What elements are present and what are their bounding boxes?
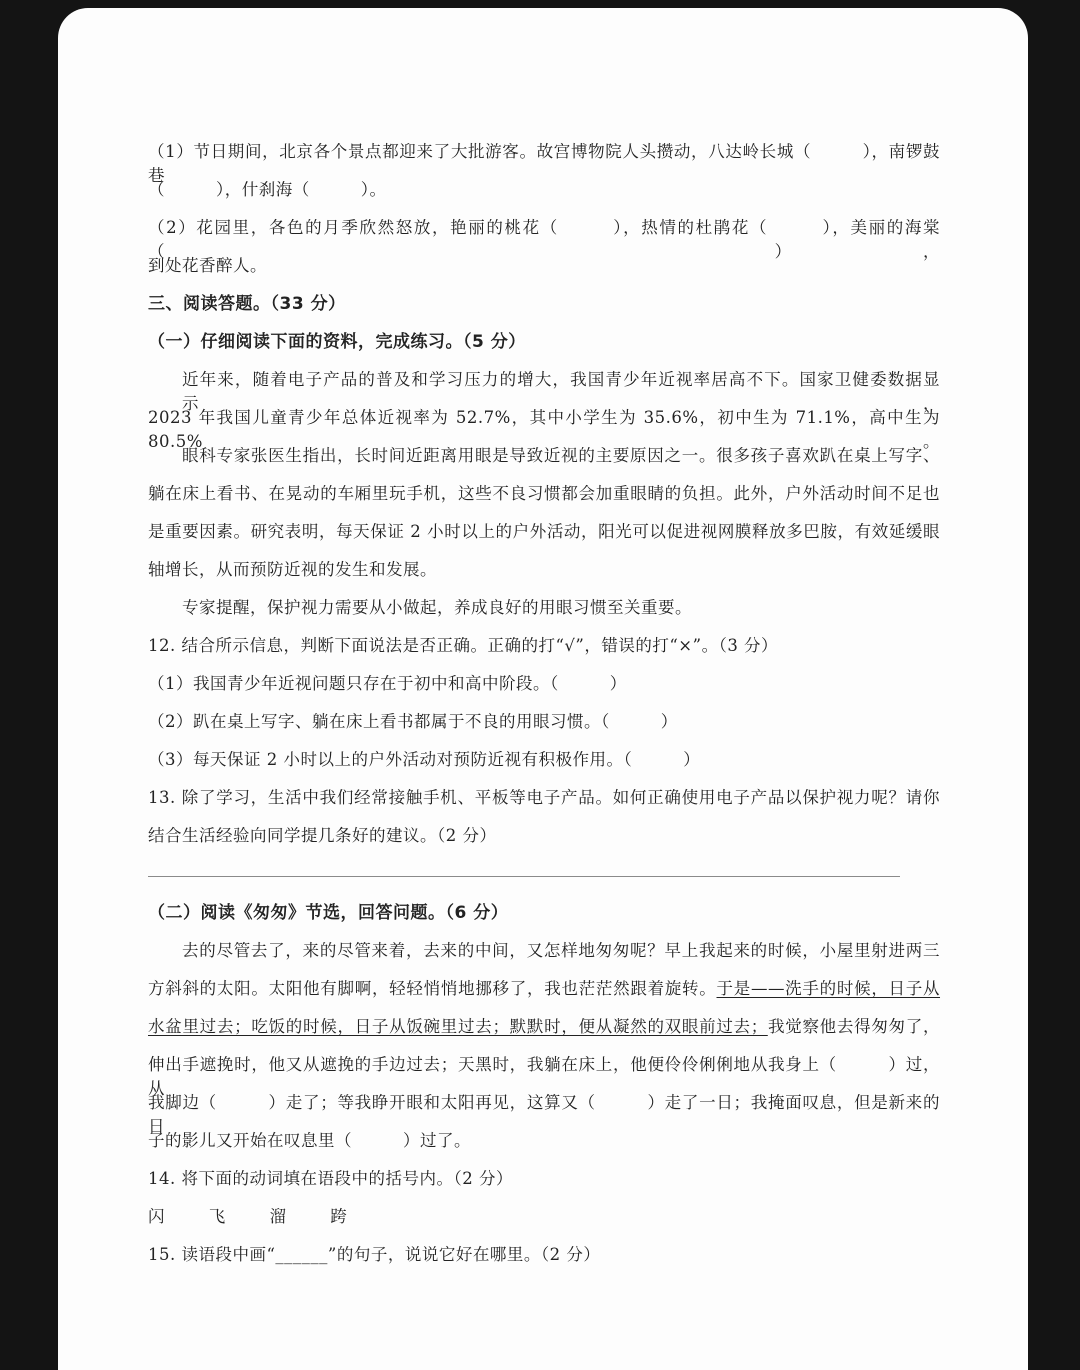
passage-line1: 去的尽管去了，来的尽管来着，去来的中间，又怎样地匆匆呢？早上我起来的时候，小屋里射进两三 bbox=[182, 941, 940, 960]
question-12-1: （1）我国青少年近视问题只存在于初中和高中阶段。（ ） bbox=[148, 674, 627, 693]
question-15: 15. 读语段中画“______”的句子，说说它好在哪里。（2 分） bbox=[148, 1245, 601, 1264]
part1-title: （一）仔细阅读下面的资料，完成练习。（5 分） bbox=[148, 332, 526, 352]
underlined-sentence-end: 水盆里过去；吃饭的时候，日子从饭碗里过去；默默时，便从凝然的双眼前过去； bbox=[148, 1017, 768, 1036]
passage-line3 bbox=[148, 1015, 940, 1039]
question-12-2: （2）趴在桌上写字、躺在床上看书都属于不良的用眼习惯。（ ） bbox=[148, 712, 678, 731]
verb-1: 闪 bbox=[148, 1207, 165, 1226]
p2-line1: 眼科专家张医生指出，长时间近距离用眼是导致近视的主要原因之一。很多孩子喜欢趴在桌上写字、 bbox=[182, 446, 940, 465]
q2-line1: （2）花园里，各色的月季欣然怒放，艳丽的桃花（ ），热情的杜鹃花（ ），美丽的海棠（ ）， bbox=[148, 218, 940, 261]
p1-line2: 2023 年我国儿童青少年总体近视率为 52.7%，其中小学生为 35.6%，初中生为 71.1%，高中生为 80.5%。 bbox=[148, 408, 940, 451]
passage-line4: 伸出手遮挽时，他又从遮挽的手边过去；天黑时，我躺在床上，他便伶伶俐俐地从我身上（ ）过，从 bbox=[148, 1055, 940, 1098]
q2-line2: 到处花香醉人。 bbox=[148, 256, 267, 275]
passage-line2 bbox=[148, 977, 940, 1001]
p3-line1: 专家提醒，保护视力需要从小做起，养成良好的用眼习惯至关重要。 bbox=[182, 598, 692, 617]
p1-line1: 近年来，随着电子产品的普及和学习压力的增大，我国青少年近视率居高不下。国家卫健委数据显示， bbox=[182, 370, 940, 413]
part2-title: （二）阅读《匆匆》节选，回答问题。（6 分） bbox=[148, 903, 509, 923]
section3-title: 三、阅读答题。（33 分） bbox=[148, 294, 346, 314]
question-13-line1: 13. 除了学习，生活中我们经常接触手机、平板等电子产品。如何正确使用电子产品以保护视力呢？请你 bbox=[148, 788, 940, 807]
question-12: 12. 结合所示信息，判断下面说法是否正确。正确的打“√”，错误的打“×”。（3 分） bbox=[148, 636, 779, 655]
question-13-line2: 结合生活经验向同学提几条好的建议。（2 分） bbox=[148, 826, 497, 845]
verb-4: 跨 bbox=[330, 1207, 348, 1226]
verb-3: 溜 bbox=[269, 1207, 287, 1226]
passage-line6: 子的影儿又开始在叹息里（ ）过了。 bbox=[148, 1131, 471, 1150]
p2-line2: 躺在床上看书、在晃动的车厢里玩手机，这些不良习惯都会加重眼睛的负担。此外，户外活动时间不足也 bbox=[148, 484, 940, 503]
passage-line3-plain: 我觉察他去得匆匆了， bbox=[767, 1017, 941, 1036]
passage-line5: 我脚边（ ）走了；等我睁开眼和太阳再见，这算又（ ）走了一日；我掩面叹息，但是新来的日 bbox=[148, 1093, 940, 1136]
q1-line1: （1）节日期间，北京各个景点都迎来了大批游客。故宫博物院人头攒动，八达岭长城（ ），南锣鼓巷 bbox=[148, 142, 940, 185]
passage-line2-plain: 方斜斜的太阳。太阳他有脚啊，轻轻悄悄地挪移了，我也茫茫然跟着旋转。 bbox=[148, 979, 717, 998]
question-14: 14. 将下面的动词填在语段中的括号内。（2 分） bbox=[148, 1169, 513, 1188]
question-12-3: （3）每天保证 2 小时以上的户外活动对预防近视有积极作用。（ ） bbox=[148, 750, 701, 769]
underlined-sentence-start: 于是——洗手的时候，日子从 bbox=[716, 979, 941, 998]
q1-line2: （ ），什刹海（ ）。 bbox=[148, 180, 387, 199]
p2-line4: 轴增长，从而预防近视的发生和发展。 bbox=[148, 560, 437, 579]
verb-2: 飞 bbox=[208, 1207, 226, 1226]
p2-line3: 是重要因素。研究表明，每天保证 2 小时以上的户外活动，阳光可以促进视网膜释放多巴胺，有效延缓眼 bbox=[148, 522, 940, 541]
exam-page bbox=[58, 8, 1028, 1370]
answer-line bbox=[148, 876, 900, 877]
verb-list bbox=[148, 1205, 385, 1229]
